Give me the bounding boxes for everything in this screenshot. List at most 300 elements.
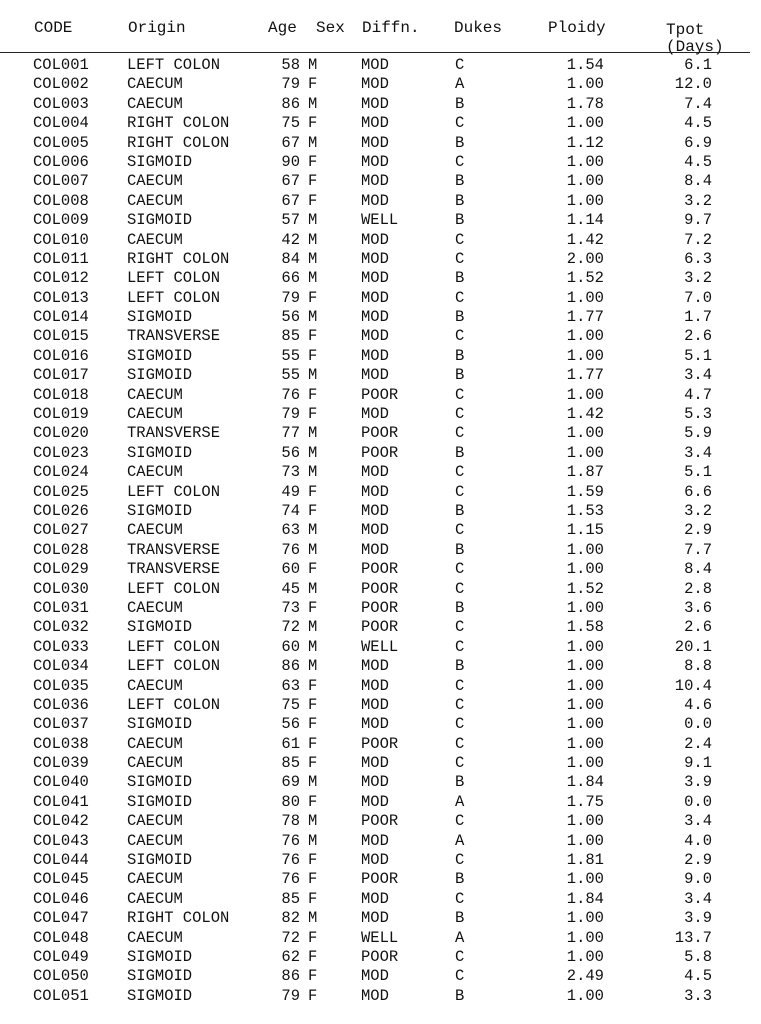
- cell-tpot: 4.5: [684, 967, 712, 986]
- cell-sex: M: [308, 94, 318, 113]
- cell-ploidy: 1.00: [566, 191, 604, 210]
- cell-sex: F: [308, 734, 318, 753]
- cell-age: 57: [281, 211, 300, 230]
- cell-sex: F: [308, 385, 318, 404]
- cell-code: COL026: [33, 501, 89, 520]
- cell-origin: SIGMOID: [127, 618, 193, 637]
- cell-code: COL037: [33, 715, 89, 734]
- cell-tpot: 3.9: [684, 773, 712, 792]
- cell-diffn: MOD: [361, 327, 389, 346]
- cell-tpot: 4.7: [684, 385, 712, 404]
- cell-code: COL047: [33, 909, 89, 928]
- cell-sex: M: [308, 56, 318, 74]
- cell-tpot: 7.7: [684, 540, 712, 559]
- cell-code: COL024: [33, 463, 89, 482]
- cell-age: 66: [281, 269, 300, 288]
- cell-origin: CAECUM: [127, 230, 183, 249]
- cell-ploidy: 1.00: [566, 715, 604, 734]
- table-row: [0, 502, 761, 521]
- cell-dukes: C: [455, 579, 465, 598]
- cell-age: 85: [281, 889, 300, 908]
- cell-diffn: MOD: [361, 366, 389, 385]
- cell-origin: TRANSVERSE: [127, 327, 221, 346]
- cell-tpot: 3.6: [684, 598, 712, 617]
- cell-sex: F: [308, 152, 318, 171]
- cell-diffn: POOR: [361, 385, 399, 404]
- cell-age: 63: [281, 676, 300, 695]
- cell-tpot: 3.2: [684, 269, 712, 288]
- table-row: [0, 483, 761, 502]
- cell-diffn: MOD: [361, 657, 389, 676]
- cell-diffn: MOD: [361, 152, 389, 171]
- table-row: [0, 211, 761, 230]
- cell-ploidy: 1.00: [566, 114, 604, 133]
- cell-code: COL028: [33, 540, 89, 559]
- cell-age: 63: [281, 521, 300, 540]
- cell-ploidy: 1.53: [566, 501, 604, 520]
- cell-dukes: C: [455, 618, 465, 637]
- cell-tpot: 5.1: [684, 463, 712, 482]
- cell-sex: M: [308, 230, 318, 249]
- header-ploidy: Ploidy: [548, 19, 606, 37]
- cell-age: 67: [281, 191, 300, 210]
- cell-origin: LEFT COLON: [127, 288, 221, 307]
- cell-tpot: 6.9: [684, 133, 712, 152]
- cell-sex: F: [308, 405, 318, 424]
- cell-age: 45: [281, 579, 300, 598]
- cell-ploidy: 1.78: [566, 94, 604, 113]
- cell-dukes: C: [455, 695, 465, 714]
- cell-age: 79: [281, 986, 300, 1005]
- cell-dukes: B: [455, 501, 465, 520]
- cell-ploidy: 2.49: [566, 967, 604, 986]
- cell-diffn: MOD: [361, 967, 389, 986]
- cell-age: 82: [281, 909, 300, 928]
- cell-tpot: 4.5: [684, 152, 712, 171]
- table-row: [0, 192, 761, 211]
- cell-ploidy: 1.84: [566, 773, 604, 792]
- cell-diffn: MOD: [361, 754, 389, 773]
- cell-code: COL012: [33, 269, 89, 288]
- table-header: [0, 0, 761, 54]
- cell-origin: SIGMOID: [127, 851, 193, 870]
- cell-sex: F: [308, 288, 318, 307]
- cell-dukes: B: [455, 773, 465, 792]
- cell-tpot: 7.4: [684, 94, 712, 113]
- cell-diffn: POOR: [361, 579, 399, 598]
- cell-origin: SIGMOID: [127, 308, 193, 327]
- cell-diffn: POOR: [361, 734, 399, 753]
- table-row: [0, 386, 761, 405]
- cell-age: 79: [281, 288, 300, 307]
- cell-tpot: 20.1: [674, 637, 712, 656]
- cell-sex: M: [308, 579, 318, 598]
- cell-diffn: MOD: [361, 463, 389, 482]
- cell-diffn: MOD: [361, 308, 389, 327]
- cell-ploidy: 1.14: [566, 211, 604, 230]
- cell-ploidy: 1.52: [566, 269, 604, 288]
- cell-tpot: 5.8: [684, 947, 712, 966]
- cell-dukes: B: [455, 211, 465, 230]
- cell-age: 77: [281, 424, 300, 443]
- cell-diffn: MOD: [361, 676, 389, 695]
- cell-diffn: MOD: [361, 405, 389, 424]
- cell-dukes: C: [455, 288, 465, 307]
- table-row: [0, 134, 761, 153]
- cell-ploidy: 1.42: [566, 230, 604, 249]
- table-row: [0, 599, 761, 618]
- cell-origin: CAECUM: [127, 172, 183, 191]
- cell-diffn: POOR: [361, 560, 399, 579]
- cell-tpot: 2.6: [684, 327, 712, 346]
- cell-sex: M: [308, 540, 318, 559]
- cell-sex: F: [308, 75, 318, 94]
- cell-dukes: B: [455, 657, 465, 676]
- cell-diffn: WELL: [361, 211, 399, 230]
- cell-origin: SIGMOID: [127, 443, 193, 462]
- cell-origin: RIGHT COLON: [127, 249, 230, 268]
- header-tpot-unit: (Days): [666, 38, 724, 56]
- cell-origin: CAECUM: [127, 385, 183, 404]
- cell-dukes: C: [455, 249, 465, 268]
- cell-sex: F: [308, 482, 318, 501]
- cell-origin: CAECUM: [127, 75, 183, 94]
- table-row: [0, 870, 761, 889]
- cell-age: 79: [281, 75, 300, 94]
- cell-diffn: MOD: [361, 114, 389, 133]
- cell-ploidy: 1.77: [566, 366, 604, 385]
- cell-code: COL038: [33, 734, 89, 753]
- cell-origin: CAECUM: [127, 831, 183, 850]
- cell-dukes: B: [455, 598, 465, 617]
- cell-code: COL027: [33, 521, 89, 540]
- cell-sex: M: [308, 249, 318, 268]
- cell-ploidy: 1.00: [566, 831, 604, 850]
- cell-tpot: 8.8: [684, 657, 712, 676]
- cell-code: COL044: [33, 851, 89, 870]
- cell-sex: M: [308, 133, 318, 152]
- cell-origin: SIGMOID: [127, 792, 193, 811]
- cell-dukes: B: [455, 308, 465, 327]
- cell-ploidy: 1.12: [566, 133, 604, 152]
- cell-sex: M: [308, 637, 318, 656]
- cell-age: 78: [281, 812, 300, 831]
- cell-tpot: 4.6: [684, 695, 712, 714]
- cell-origin: SIGMOID: [127, 715, 193, 734]
- cell-tpot: 9.7: [684, 211, 712, 230]
- cell-diffn: MOD: [361, 75, 389, 94]
- table-row: [0, 929, 761, 948]
- cell-sex: F: [308, 560, 318, 579]
- cell-tpot: 6.1: [684, 56, 712, 74]
- table-row: [0, 909, 761, 928]
- cell-dukes: C: [455, 385, 465, 404]
- cell-ploidy: 1.15: [566, 521, 604, 540]
- cell-code: COL040: [33, 773, 89, 792]
- table-row: [0, 56, 761, 75]
- table-row: [0, 541, 761, 560]
- cell-tpot: 1.7: [684, 308, 712, 327]
- cell-tpot: 3.9: [684, 909, 712, 928]
- cell-sex: M: [308, 366, 318, 385]
- cell-sex: M: [308, 463, 318, 482]
- cell-sex: M: [308, 909, 318, 928]
- cell-dukes: A: [455, 831, 465, 850]
- cell-code: COL013: [33, 288, 89, 307]
- cell-dukes: C: [455, 463, 465, 482]
- cell-tpot: 6.6: [684, 482, 712, 501]
- header-diffn: Diffn.: [362, 19, 420, 37]
- cell-code: COL029: [33, 560, 89, 579]
- cell-diffn: MOD: [361, 191, 389, 210]
- cell-sex: M: [308, 269, 318, 288]
- cell-code: COL002: [33, 75, 89, 94]
- cell-origin: SIGMOID: [127, 211, 193, 230]
- cell-tpot: 7.2: [684, 230, 712, 249]
- table-row: [0, 967, 761, 986]
- cell-code: COL042: [33, 812, 89, 831]
- cell-code: COL007: [33, 172, 89, 191]
- cell-dukes: C: [455, 327, 465, 346]
- cell-diffn: POOR: [361, 424, 399, 443]
- cell-origin: RIGHT COLON: [127, 909, 230, 928]
- table-row: [0, 424, 761, 443]
- cell-origin: LEFT COLON: [127, 269, 221, 288]
- cell-ploidy: 1.00: [566, 870, 604, 889]
- cell-origin: CAECUM: [127, 812, 183, 831]
- table-body: [0, 56, 761, 1006]
- cell-code: COL008: [33, 191, 89, 210]
- cell-sex: F: [308, 598, 318, 617]
- cell-tpot: 2.6: [684, 618, 712, 637]
- header-sex: Sex: [316, 19, 345, 37]
- cell-code: COL004: [33, 114, 89, 133]
- cell-age: 76: [281, 831, 300, 850]
- cell-dukes: C: [455, 734, 465, 753]
- cell-dukes: C: [455, 521, 465, 540]
- cell-dukes: B: [455, 346, 465, 365]
- cell-origin: CAECUM: [127, 889, 183, 908]
- cell-ploidy: 1.54: [566, 56, 604, 74]
- cell-sex: F: [308, 715, 318, 734]
- cell-dukes: C: [455, 405, 465, 424]
- cell-age: 61: [281, 734, 300, 753]
- cell-diffn: MOD: [361, 889, 389, 908]
- cell-ploidy: 1.00: [566, 637, 604, 656]
- cell-sex: M: [308, 831, 318, 850]
- cell-diffn: MOD: [361, 230, 389, 249]
- cell-ploidy: 1.75: [566, 792, 604, 811]
- cell-code: COL034: [33, 657, 89, 676]
- cell-dukes: C: [455, 560, 465, 579]
- cell-sex: M: [308, 618, 318, 637]
- cell-ploidy: 1.00: [566, 152, 604, 171]
- table-row: [0, 250, 761, 269]
- cell-code: COL050: [33, 967, 89, 986]
- table-row: [0, 618, 761, 637]
- cell-age: 49: [281, 482, 300, 501]
- cell-sex: F: [308, 172, 318, 191]
- cell-tpot: 5.1: [684, 346, 712, 365]
- cell-sex: F: [308, 870, 318, 889]
- cell-dukes: A: [455, 792, 465, 811]
- table-row: [0, 715, 761, 734]
- table-row: [0, 948, 761, 967]
- cell-origin: LEFT COLON: [127, 579, 221, 598]
- cell-age: 55: [281, 366, 300, 385]
- cell-dukes: C: [455, 424, 465, 443]
- cell-age: 85: [281, 754, 300, 773]
- cell-origin: CAECUM: [127, 521, 183, 540]
- cell-code: COL035: [33, 676, 89, 695]
- cell-dukes: C: [455, 676, 465, 695]
- cell-code: COL015: [33, 327, 89, 346]
- cell-sex: F: [308, 501, 318, 520]
- cell-tpot: 3.4: [684, 443, 712, 462]
- cell-code: COL025: [33, 482, 89, 501]
- cell-age: 75: [281, 114, 300, 133]
- cell-tpot: 13.7: [674, 928, 712, 947]
- cell-diffn: MOD: [361, 94, 389, 113]
- cell-dukes: B: [455, 443, 465, 462]
- cell-dukes: C: [455, 482, 465, 501]
- cell-dukes: B: [455, 870, 465, 889]
- cell-code: COL023: [33, 443, 89, 462]
- cell-age: 85: [281, 327, 300, 346]
- cell-origin: LEFT COLON: [127, 56, 221, 74]
- cell-code: COL032: [33, 618, 89, 637]
- cell-origin: SIGMOID: [127, 773, 193, 792]
- cell-origin: LEFT COLON: [127, 482, 221, 501]
- cell-dukes: C: [455, 715, 465, 734]
- table-row: [0, 172, 761, 191]
- cell-tpot: 9.0: [684, 870, 712, 889]
- cell-dukes: C: [455, 56, 465, 74]
- cell-code: COL011: [33, 249, 89, 268]
- cell-tpot: 2.9: [684, 521, 712, 540]
- table-row: [0, 114, 761, 133]
- cell-origin: SIGMOID: [127, 346, 193, 365]
- table-row: [0, 890, 761, 909]
- header-origin: Origin: [128, 19, 186, 37]
- table-row: [0, 444, 761, 463]
- cell-origin: TRANSVERSE: [127, 540, 221, 559]
- cell-diffn: MOD: [361, 133, 389, 152]
- table-row: [0, 308, 761, 327]
- cell-sex: F: [308, 928, 318, 947]
- cell-ploidy: 1.00: [566, 812, 604, 831]
- cell-ploidy: 1.00: [566, 385, 604, 404]
- cell-code: COL001: [33, 56, 89, 74]
- cell-sex: F: [308, 889, 318, 908]
- cell-ploidy: 1.00: [566, 75, 604, 94]
- header-age: Age: [268, 19, 297, 37]
- table-row: [0, 754, 761, 773]
- cell-code: COL017: [33, 366, 89, 385]
- cell-dukes: B: [455, 986, 465, 1005]
- cell-age: 84: [281, 249, 300, 268]
- cell-code: COL049: [33, 947, 89, 966]
- cell-diffn: POOR: [361, 443, 399, 462]
- cell-tpot: 7.0: [684, 288, 712, 307]
- cell-age: 80: [281, 792, 300, 811]
- cell-age: 58: [281, 56, 300, 74]
- cell-tpot: 5.9: [684, 424, 712, 443]
- cell-diffn: MOD: [361, 56, 389, 74]
- cell-diffn: POOR: [361, 812, 399, 831]
- cell-code: COL003: [33, 94, 89, 113]
- cell-ploidy: 2.00: [566, 249, 604, 268]
- cell-ploidy: 1.00: [566, 346, 604, 365]
- table-row: [0, 657, 761, 676]
- cell-code: COL036: [33, 695, 89, 714]
- cell-age: 75: [281, 695, 300, 714]
- cell-age: 60: [281, 637, 300, 656]
- cell-ploidy: 1.00: [566, 754, 604, 773]
- cell-dukes: C: [455, 114, 465, 133]
- cell-origin: CAECUM: [127, 405, 183, 424]
- cell-diffn: WELL: [361, 637, 399, 656]
- cell-sex: M: [308, 443, 318, 462]
- table-row: [0, 560, 761, 579]
- cell-tpot: 3.2: [684, 191, 712, 210]
- cell-tpot: 8.4: [684, 560, 712, 579]
- cell-origin: CAECUM: [127, 94, 183, 113]
- cell-origin: SIGMOID: [127, 501, 193, 520]
- cell-ploidy: 1.00: [566, 657, 604, 676]
- cell-age: 86: [281, 657, 300, 676]
- cell-origin: CAECUM: [127, 191, 183, 210]
- cell-age: 76: [281, 851, 300, 870]
- cell-age: 86: [281, 967, 300, 986]
- cell-age: 67: [281, 133, 300, 152]
- cell-sex: M: [308, 773, 318, 792]
- cell-dukes: C: [455, 812, 465, 831]
- table-row: [0, 773, 761, 792]
- cell-diffn: MOD: [361, 501, 389, 520]
- cell-tpot: 3.2: [684, 501, 712, 520]
- cell-dukes: B: [455, 269, 465, 288]
- cell-origin: CAECUM: [127, 870, 183, 889]
- cell-age: 56: [281, 308, 300, 327]
- table-row: [0, 327, 761, 346]
- cell-diffn: MOD: [361, 773, 389, 792]
- cell-ploidy: 1.00: [566, 540, 604, 559]
- cell-code: COL033: [33, 637, 89, 656]
- cell-diffn: MOD: [361, 172, 389, 191]
- cell-age: 86: [281, 94, 300, 113]
- cell-sex: M: [308, 657, 318, 676]
- table-row: [0, 793, 761, 812]
- cell-dukes: C: [455, 851, 465, 870]
- cell-ploidy: 1.00: [566, 734, 604, 753]
- cell-ploidy: 1.00: [566, 676, 604, 695]
- cell-origin: SIGMOID: [127, 986, 193, 1005]
- cell-age: 72: [281, 618, 300, 637]
- cell-tpot: 3.4: [684, 889, 712, 908]
- cell-age: 90: [281, 152, 300, 171]
- cell-sex: M: [308, 812, 318, 831]
- cell-diffn: MOD: [361, 521, 389, 540]
- table-row: [0, 231, 761, 250]
- table-row: [0, 851, 761, 870]
- cell-age: 56: [281, 443, 300, 462]
- cell-diffn: MOD: [361, 540, 389, 559]
- cell-origin: CAECUM: [127, 754, 183, 773]
- table-row: [0, 75, 761, 94]
- cell-origin: RIGHT COLON: [127, 133, 230, 152]
- cell-sex: F: [308, 851, 318, 870]
